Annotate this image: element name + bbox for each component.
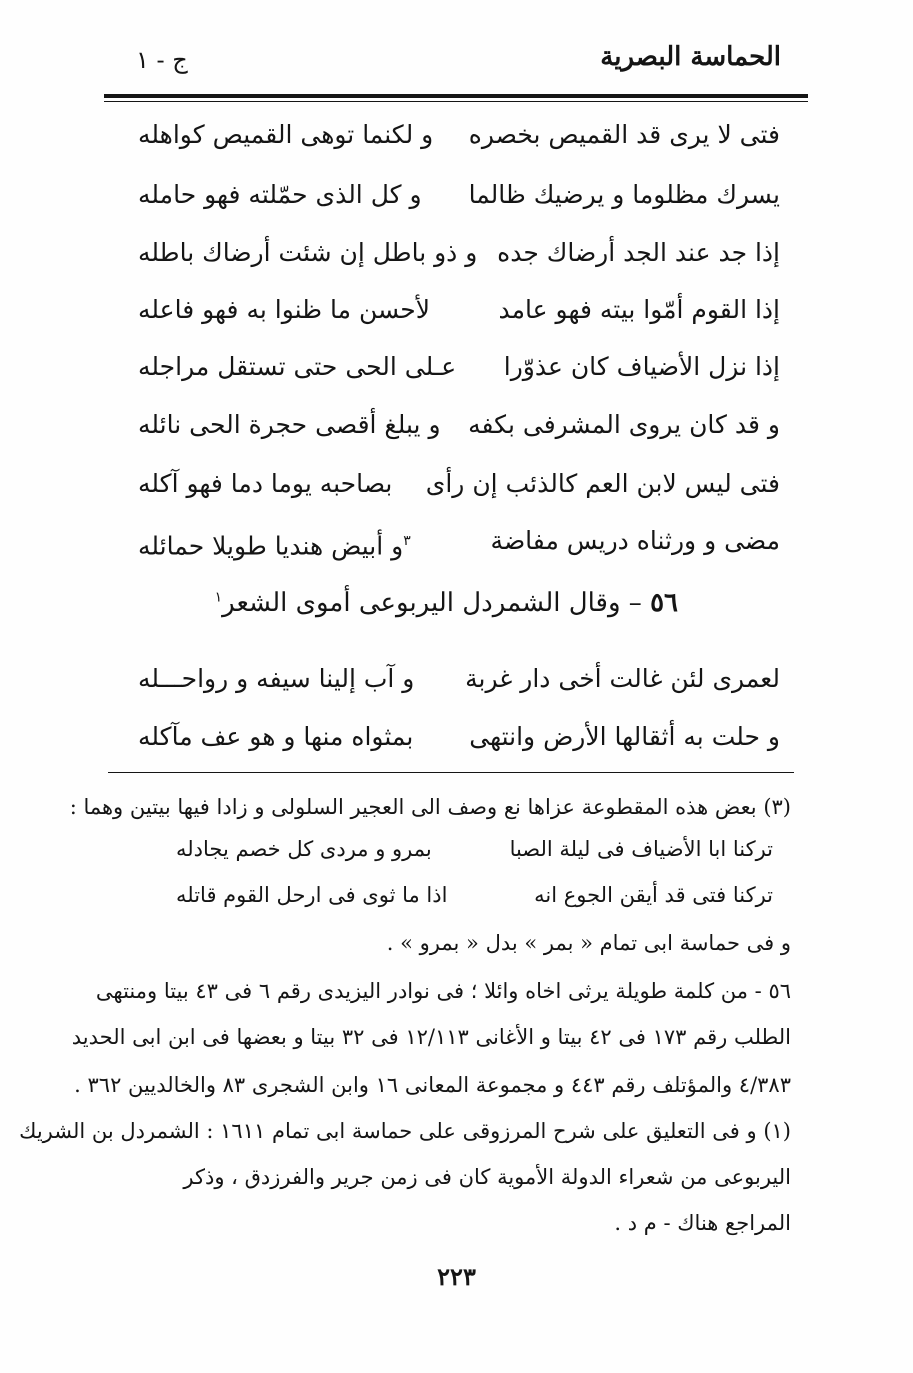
verse-second-hemistich: بمثواه منها و هو عف مآكله [138,722,414,751]
header-rule-thick [104,94,808,98]
verse-first-hemistich: إذا نزل الأضياف كان عذوّرا [503,352,780,381]
verse-first-hemistich: إذا القوم أمّوا بيته فهو عامد [498,295,780,324]
verse-second-hemistich: عـلى الحى حتى تستقل مراجله [138,352,457,381]
footnote-verse-first: تركنا ابا الأضياف فى ليلة الصبا [509,837,773,861]
verse-line [110,344,780,390]
verse-second-hemistich: $^٣$و أبيض هنديا طويلا حمائله [138,531,411,561]
verse-first-hemistich: إذا جد عند الجد أرضاك جده [497,238,780,267]
verse-line [110,656,780,702]
footnote-marker: ٣ [403,533,411,549]
poem-heading [215,588,678,618]
verse-first-hemistich: مضى و ورثناه دريس مفاضة [490,526,780,555]
verse-line [110,287,780,333]
footnote-line: (٣) بعض هذه المقطوعة عزاها نع وصف الى العجير السلولى و زادا فيها بيتين وهما : [69,795,791,819]
footnote-separator [108,772,794,773]
footnote-line: و فى حماسة ابى تمام « بمر » بدل « بمرو » . [386,931,791,955]
verse-line [110,518,780,564]
footnote-line: المراجع هناك - م د . [614,1211,791,1235]
footnote-verse-second: اذا ما ثوى فى ارحل القوم قاتله [176,883,448,907]
footnote-marker: ١ [214,589,223,606]
verse-line [110,461,780,507]
footnote-line: اليربوعى من شعراء الدولة الأموية كان فى زمن جرير والفرزدق ، وذكر [183,1165,791,1189]
verse-line [110,402,780,448]
verse-second-hemistich: و يبلغ أقصى حجرة الحى نائله [138,410,441,439]
verse-second-hemistich: لأحسن ما ظنوا به فهو فاعله [138,295,431,324]
poem-heading-text: – وقال الشمردل اليربوعى أموى الشعر [222,588,642,618]
verse-second-hemistich: و ذو باطل إن شئت أرضاك باطله [138,238,478,267]
footnote-line: ٤/٣٨٣ والمؤتلف رقم ٤٤٣ و مجموعة المعانى ١٦ وابن الشجرى ٨٣ والخالديين ٣٦٢ . [74,1073,791,1097]
verse-first-hemistich: فتى ليس لابن العم كالذئب إن رأى [425,469,780,498]
verse-line [110,112,780,158]
verse-line [110,172,780,218]
footnote-line: ٥٦ - من كلمة طويلة يرثى اخاه وائلا ؛ فى نوادر اليزيدى رقم ٦ فى ٤٣ بيتا ومنتهى [95,979,791,1003]
footnote-verse-second: بمرو و مردى كل خصم يجادله [176,837,432,861]
verse-first-hemistich: و قد كان يروى المشرفى بكفه [468,410,780,439]
running-header-title: الحماسة البصرية [600,42,781,72]
poem-number: ٥٦ [650,588,678,618]
verse-second-hemistich: و آب إلينا سيفه و رواحـــله [138,664,415,693]
verse-second-hemistich: و كل الذى حمّلته فهو حامله [138,180,422,209]
running-header-volume: ج - ١ [136,46,188,74]
page-number: ٢٢٣ [437,1262,476,1291]
verse-first-hemistich: و حلت به أثقالها الأرض وانتهى [469,722,780,751]
verse-second-hemistich: بصاحبه يوما دما فهو آكله [138,469,393,498]
verse-first-hemistich: فتى لا يرى قد القميص بخصره [468,120,780,149]
verse-line [110,714,780,760]
verse-second-hemistich: و لكنما توهى القميص كواهله [138,120,434,149]
footnote-line: (١) و فى التعليق على شرح المرزوقى على حماسة ابى تمام ١٦١١ : الشمردل بن الشريك [19,1119,791,1143]
verse-first-hemistich: يسرك مظلوما و يرضيك ظالما [468,180,780,209]
footnote-line: الطلب رقم ١٧٣ فى ٤٢ بيتا و الأغانى ١٢/١١٣ فى ٣٢ بيتا و بعضها فى ابن ابى الحديد [71,1025,791,1049]
verse-first-hemistich: لعمرى لئن غالت أخى دار غربة [465,664,780,693]
verse-line [110,230,780,276]
footnote-verse-first: تركنا فتى قد أيقن الجوع انه [534,883,773,907]
header-rule-thin [104,101,808,102]
